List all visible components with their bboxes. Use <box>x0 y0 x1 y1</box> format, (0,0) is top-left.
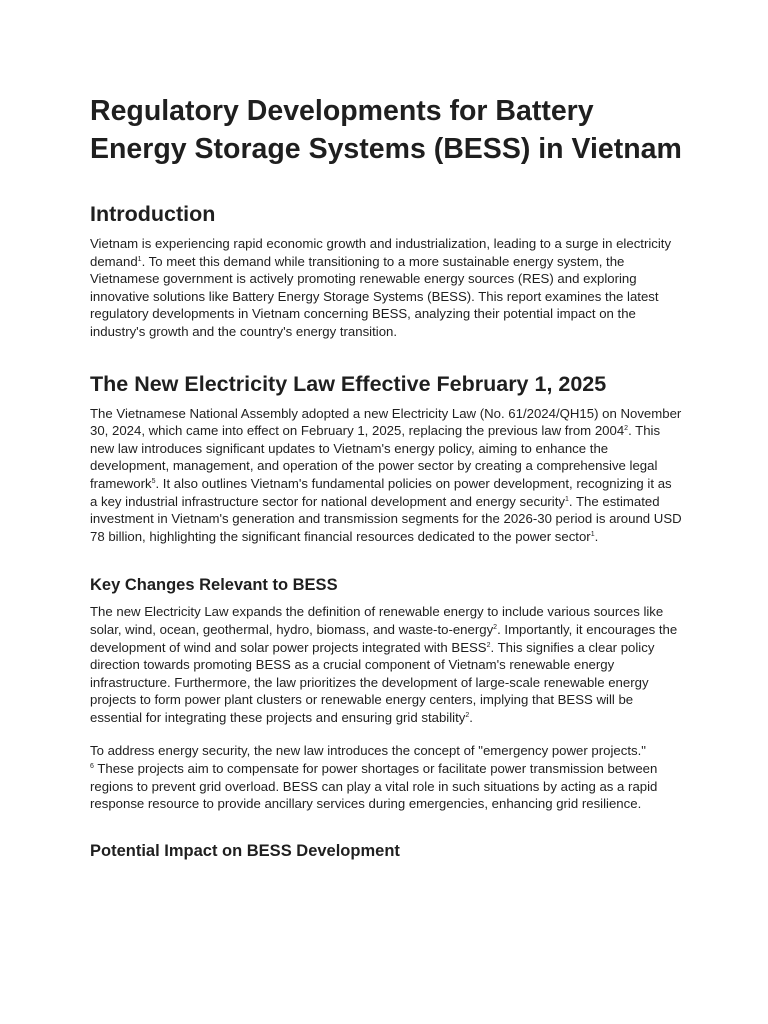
text-run: . <box>594 528 599 544</box>
text-run: The new Electricity Law expands the definition of renewable energy to include various sources like solar, wind, ocean, geothermal, hydro, biomass, and waste-to-energy <box>90 604 664 637</box>
text-run: . This signifies a clear policy direction towards promoting BESS as a crucial component of Vietnam's renewable energy infrastructure. Furthermore, the law prioritizes the development of large-scale renewable energy projects to form power plant clusters or renewable energy centers, implying that BESS will be essential for integrating these projects and ensuring grid stability <box>90 639 655 725</box>
text-run: . To meet this demand while transitioning to a more sustainable energy system, the Vietnamese government is actively promoting renewable energy sources (RES) and exploring innovative solutions like Battery Energy Storage Systems (BESS). This report examines the latest regulatory developments in Vietnam concerning BESS, analyzing their potential impact on the industry's growth and the country's energy transition. <box>90 253 659 339</box>
section-heading-electricity-law: The New Electricity Law Effective February 1, 2025 <box>90 371 607 396</box>
key-changes-paragraph-2 <box>90 742 682 812</box>
text-run: These projects aim to compensate for power shortages or facilitate power transmission between regions to prevent grid overload. BESS can play a vital role in such situations by acting as a rapid response resource to provide ancillary services during emergencies, enhancing grid resilience. <box>90 761 658 812</box>
text-run: To address energy security, the new law introduces the concept of "emergency power projects." <box>90 743 646 759</box>
text-run: The Vietnamese National Assembly adopted a new Electricity Law (No. 61/2024/QH15) on November 30, 2024, which came into effect on February 1, 2025, replacing the previous law from 2004 <box>90 405 682 439</box>
introduction-paragraph <box>90 235 682 341</box>
text-run: . This new law introduces significant updates to Vietnam's energy policy, aiming to enhance the development, management, and operation of the power sector by creating a comprehensive legal framework <box>90 423 661 491</box>
subsection-heading-potential-impact: Potential Impact on BESS Development <box>90 841 400 860</box>
section-heading-introduction: Introduction <box>90 202 216 226</box>
document-body <box>90 92 682 861</box>
text-run: . Importantly, it encourages the development of wind and solar power projects integrated with BESS <box>90 621 678 655</box>
footnote-ref[interactable]: 1 <box>565 495 569 503</box>
subsection-heading-key-changes: Key Changes Relevant to BESS <box>90 576 338 595</box>
footnote-ref[interactable]: 2 <box>493 623 498 631</box>
document-title: Regulatory Developments for Battery Energy Storage Systems (BESS) in Vietnam <box>90 95 682 165</box>
text-run: . The estimated investment in Vietnam's generation and transmission segments for the 2026-30 period is around USD 78 billion, highlighting the significant financial resources dedicated to the power sector <box>90 493 682 544</box>
footnote-ref[interactable]: 2 <box>624 425 629 433</box>
footnote-ref[interactable]: 2 <box>465 711 470 719</box>
text-run: . <box>469 709 473 725</box>
text-run: Vietnam is experiencing rapid economic growth and industrialization, leading to a surge in electricity demand <box>90 236 672 269</box>
footnote-ref[interactable]: 5 <box>151 477 156 485</box>
footnote-ref[interactable]: 6 <box>90 763 94 771</box>
text-run: . It also outlines Vietnam's fundamental policies on power development, recognizing it as a key industrial infrastructure sector for national development and energy security <box>90 475 672 509</box>
footnote-ref[interactable]: 1 <box>137 255 142 263</box>
footnote-ref[interactable]: 1 <box>590 530 595 538</box>
electricity-law-paragraph <box>90 405 682 546</box>
key-changes-paragraph-1 <box>90 603 682 726</box>
footnote-ref[interactable]: 2 <box>486 641 491 649</box>
